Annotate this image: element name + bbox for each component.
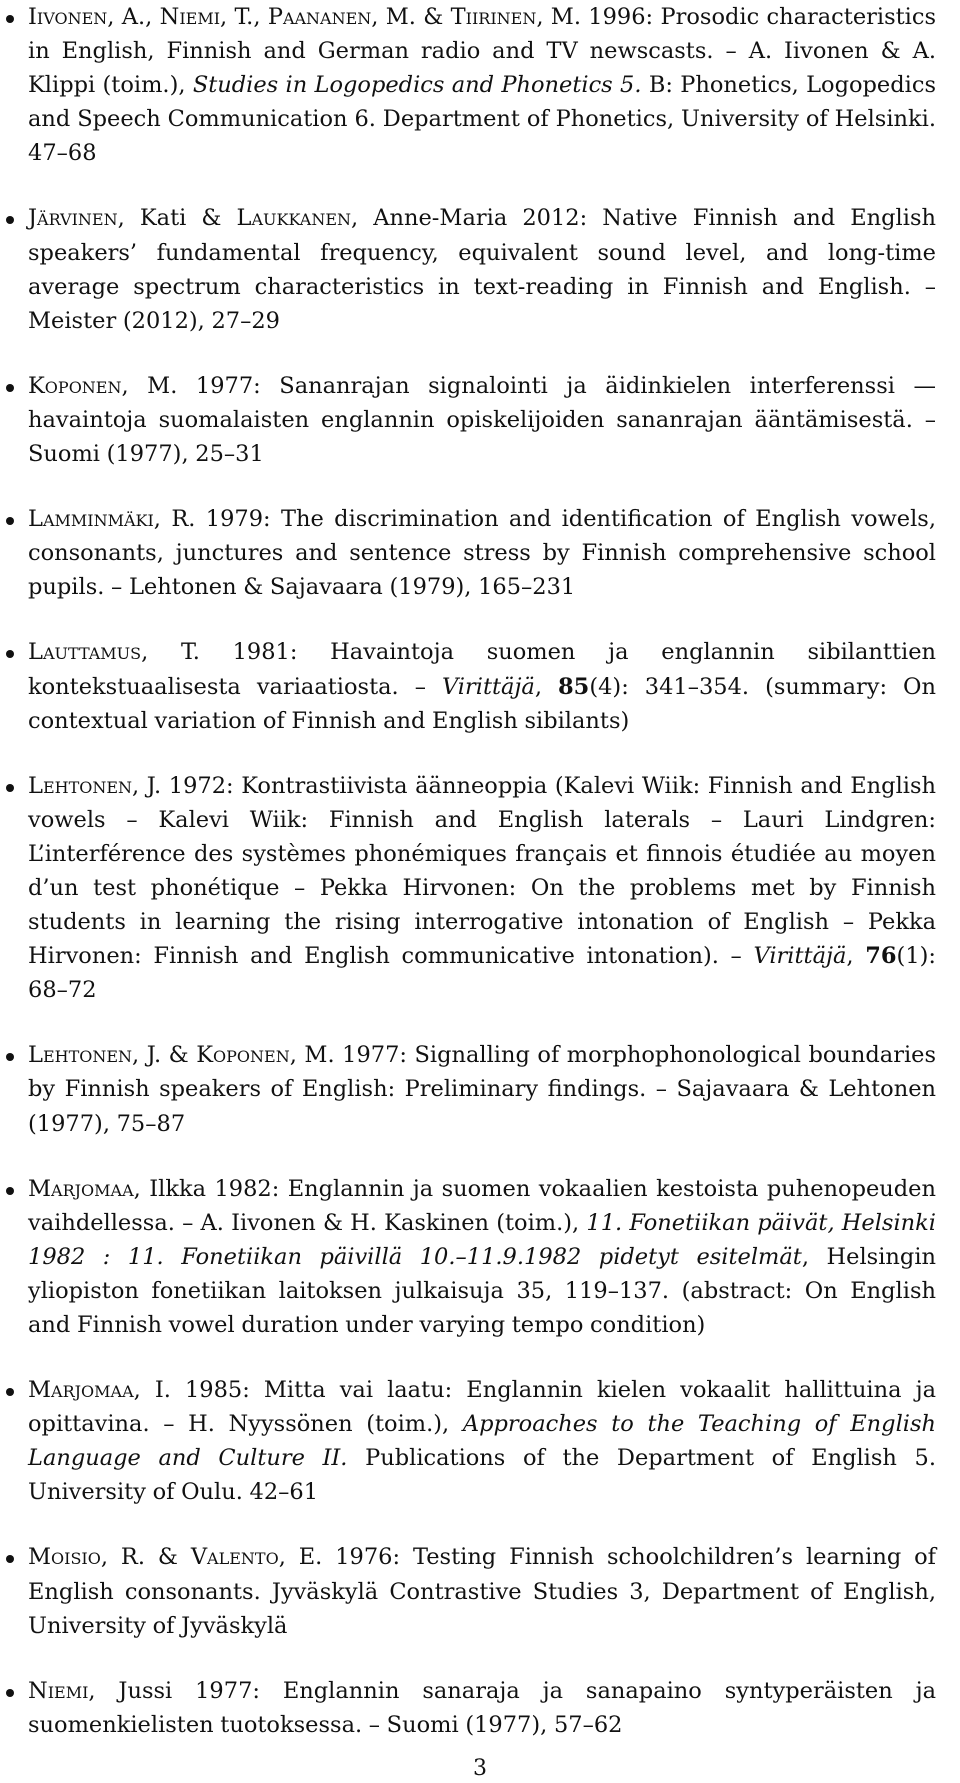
reference-text: , A., (107, 4, 160, 30)
author-surname: Lehtonen (28, 772, 133, 799)
reference-text: (4): 341–354. (summary: On contextual variation of Finnish and English sibilants) (28, 673, 936, 734)
reference-text: , M. 1996: Prosodic characteristics in English, Finnish and German radio and TV newscasts. – A. Iivonen & A. Klippi (toim.), (28, 4, 937, 99)
author-surname: Järvinen (28, 205, 118, 232)
reference-text: , R. & (100, 1544, 191, 1571)
author-surname: Laukkanen (236, 205, 352, 232)
reference-entry (28, 1674, 936, 1742)
italic-title: Approaches to the Teaching of English Language and Culture II. (28, 1411, 937, 1472)
reference-entry (28, 369, 936, 471)
author-surname: Lamminmäki (28, 506, 154, 533)
italic-title: Virittäjä (753, 943, 847, 970)
reference-text: , J. 1972: Kontrastiivista äänneoppia (Kalevi Wiik: Finnish and English vowels – Kalevi Wiik: Finnish and English laterals – Lauri Lindgren: L’interférence des systèmes phonémiques français et finnois étudiée au moyen d’un test phonétique – Pekka Hirvonen: On the problems met by Finnish students in learning the rising interrogative intonation of English – Pekka Hirvonen: Finnish and English communicative intonation). – (28, 772, 936, 970)
reference-text: , T., (220, 4, 268, 30)
reference-text: , R. 1979: The discrimination and identification of English vowels, consonants, junctures and sentence stress by Finnish comprehensive school pupils. – Lehtonen & Sajavaara (1979), 165–231 (28, 506, 936, 601)
author-surname: Marjomaa (28, 1377, 134, 1404)
author-surname: Lehtonen (28, 1042, 133, 1069)
reference-entry (28, 201, 936, 337)
author-surname: Tiirinen (450, 4, 537, 30)
reference-text: Publications of the Department of English 5. University of Oulu. 42–61 (28, 1445, 936, 1506)
author-surname: Iivonen (28, 4, 108, 30)
volume-number: 85 (558, 673, 590, 700)
reference-text: , Jussi 1977: Englannin sanaraja ja sanapaino syntyperäisten ja suomenkielisten tuotoksessa. – Suomi (1977), 57–62 (28, 1677, 936, 1738)
reference-text: , (846, 943, 866, 970)
reference-text: , Anne-Maria 2012: Native Finnish and English speakers’ fundamental frequency, equivalent sound level, and long-time average spectrum characteristics in text-reading in Finnish and English. – Meister (2012), 27–29 (28, 205, 936, 334)
reference-text: , Kati & (117, 205, 237, 232)
author-surname: Niemi (28, 1677, 89, 1704)
reference-text: , E. 1976: Testing Finnish schoolchildren’s learning of English consonants. Jyväskylä Contrastive Studies 3, Department of English, University of Jyväskylä (28, 1544, 936, 1639)
author-surname: Valento (190, 1544, 279, 1571)
reference-text: , M. 1977: Sananrajan signalointi ja äidinkielen interferenssi — havaintoja suomalaisten englannin opiskelijoiden sananrajan ääntämisestä. – Suomi (1977), 25–31 (28, 372, 936, 468)
reference-entry (28, 0, 936, 170)
reference-text: , M. & (371, 4, 451, 30)
author-surname: Koponen (28, 372, 122, 399)
author-surname: Paananen (267, 4, 372, 30)
author-surname: Lauttamus (28, 639, 142, 666)
reference-text: , I. 1985: Mitta vai laatu: Englannin kielen vokaalit hallittuina ja opittavina. – H. Nyyssönen (toim.), (28, 1377, 936, 1438)
reference-entry (28, 1373, 936, 1509)
reference-text: , (534, 673, 559, 700)
reference-entry (28, 635, 936, 737)
reference-text: , M. 1977: Signalling of morphophonological boundaries by Finnish speakers of English: Preliminary findings. – Sajavaara & Lehtonen (1977), 75–87 (28, 1042, 937, 1137)
reference-entry (28, 1540, 936, 1642)
reference-entry (28, 1172, 936, 1342)
author-surname: Marjomaa (28, 1175, 134, 1202)
author-surname: Koponen (196, 1042, 290, 1069)
reference-entry (28, 769, 936, 1008)
reference-text: , Ilkka 1982: Englannin ja suomen vokaalien kestoista puhenopeuden vaihdellessa. – A. Iivonen & H. Kaskinen (toim.), (28, 1175, 936, 1236)
italic-title: Virittäjä (441, 673, 535, 700)
author-surname: Moisio (28, 1544, 101, 1571)
reference-text: , T. 1981: Havaintoja suomen ja englannin sibilanttien kontekstuaalisesta variaatiosta. – (28, 639, 936, 700)
author-surname: Niemi (159, 4, 221, 30)
page-number: 3 (473, 1756, 487, 1781)
reference-text: , Helsingin yliopiston fonetiikan laitoksen julkaisuja 35, 119–137. (abstract: On English and Finnish vowel duration under varying tempo condition) (28, 1243, 937, 1338)
reference-entry (28, 502, 936, 604)
reference-text: (1): 68–72 (28, 943, 936, 1004)
italic-title: 11. Fonetiikan päivät, Helsinki 1982 : 11. Fonetiikan päivillä 10.–11.9.1982 pidetyt esitelmät (28, 1209, 936, 1270)
reference-list (28, 0, 936, 1773)
reference-entry (28, 1038, 936, 1140)
reference-text: B: Phonetics, Logopedics and Speech Communication 6. Department of Phonetics, University of Helsinki. 47–68 (28, 72, 936, 167)
italic-title: Studies in Logopedics and Phonetics 5. (192, 72, 642, 99)
volume-number: 76 (865, 943, 897, 970)
reference-text: , J. & (132, 1042, 197, 1069)
